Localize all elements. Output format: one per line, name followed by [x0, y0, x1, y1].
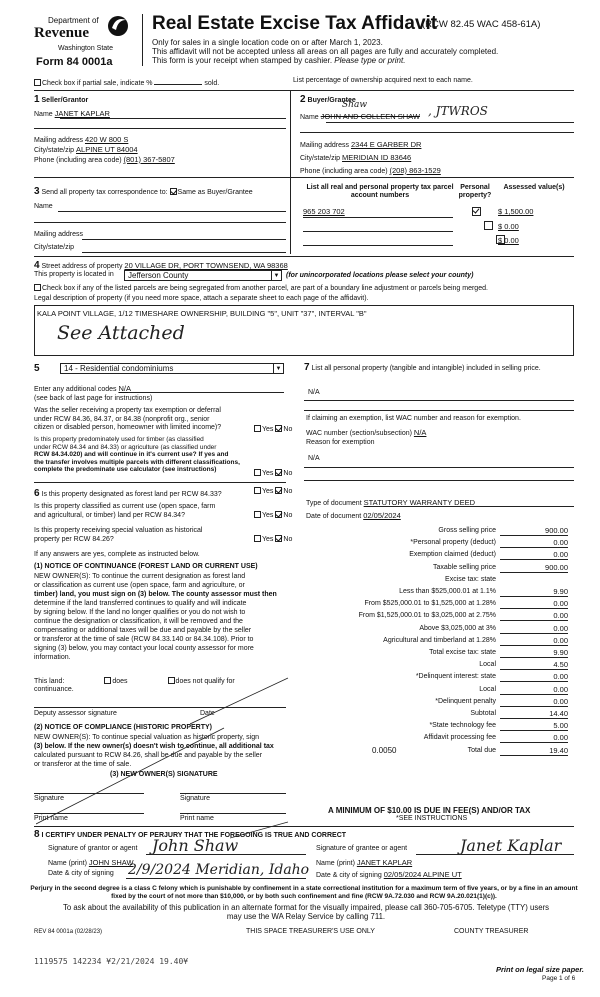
tax-line-label: Agricultural and timberland at 1.28%	[383, 636, 496, 644]
forest-yes-checkbox[interactable]	[254, 487, 261, 494]
parcel-header: List all real and personal property tax parcel account numbers	[306, 184, 454, 200]
deputy-signature-label: Deputy assessor signature	[34, 710, 117, 717]
tax-line-value[interactable]: 4.50	[500, 660, 568, 670]
personal-property-value: N/A	[308, 389, 320, 396]
tax-line-label: Taxable selling price	[432, 563, 496, 571]
tax-line-value[interactable]: 900.00	[500, 563, 568, 573]
partial-sold-label: sold.	[204, 80, 220, 87]
buyer-address-row	[300, 140, 421, 150]
q1-line1: Was the seller receiving a property tax exemption or deferral	[34, 407, 221, 414]
partial-label: Check box if partial sale, indicate %	[42, 80, 153, 87]
legal-description-box[interactable]	[34, 305, 574, 356]
corr-name-label: Name	[34, 203, 53, 210]
forest-question-text: Is this property designated as forest land per RCW 84.33?	[41, 491, 222, 498]
dept-line1: Department of	[48, 16, 99, 25]
historic-answer	[254, 535, 292, 544]
doc-type-label: Type of document	[306, 500, 362, 507]
grantee-date-label: Date & city of signing	[316, 872, 382, 879]
seller-phone-row	[34, 155, 175, 165]
q2-no-checkbox[interactable]	[275, 469, 282, 476]
yes-label: Yes	[262, 488, 274, 495]
local-rate: 0.0050	[372, 746, 397, 755]
q1-answer	[254, 425, 292, 434]
current-use-yes-checkbox[interactable]	[254, 511, 261, 518]
does-not-checkbox[interactable]	[168, 677, 175, 684]
buyer-phone-row	[300, 166, 441, 176]
tax-line-label: From $525,000.01 to $1,525,000 at 1.28%	[364, 600, 496, 608]
grantee-name[interactable]: JANET KAPLAR	[356, 858, 413, 867]
partial-sale-row	[34, 79, 219, 88]
tax-line-label: Subtotal	[470, 710, 496, 717]
tax-line-value[interactable]: 0.00	[500, 685, 568, 695]
grantor-sig-label: Signature of grantor or agent	[48, 845, 138, 852]
grantor-name[interactable]: JOHN SHAW	[88, 858, 134, 867]
buyer-heading: 2 Buyer/Grantee	[300, 94, 356, 105]
additional-codes[interactable]: N/A	[118, 384, 131, 393]
does-label: does	[112, 678, 128, 685]
tax-line-value[interactable]: 14.40	[500, 709, 568, 719]
tax-line-label: *Delinquent penalty	[435, 697, 496, 705]
notice-continuance-text	[34, 572, 277, 662]
grantee-name-row	[316, 858, 412, 868]
buyer-phone-label: Phone (including area code)	[300, 168, 388, 175]
subtitle-1: Only for sales in a single location code on or after March 1, 2023.	[152, 38, 383, 47]
current-use-answer	[254, 511, 292, 520]
seller-city[interactable]: ALPINE UT 84004	[76, 145, 138, 154]
n1-line: information.	[34, 654, 71, 662]
q2-line3: RCW 84.34.020) and will continue in it's current use? If yes and	[34, 451, 229, 459]
see-attached-handwritten: See Attached	[57, 322, 185, 344]
yes-label: Yes	[262, 512, 274, 519]
personal-property-label: 7 List all personal property (tangible and intangible) included in selling price.	[304, 362, 541, 373]
exemption-label: If claiming an exemption, list WAC number and reason for exemption.	[306, 415, 521, 422]
no-label: No	[283, 536, 293, 543]
historic-question	[34, 526, 202, 544]
buyer-name-label: Name	[300, 114, 319, 121]
doc-type[interactable]: STATUTORY WARRANTY DEED	[363, 498, 476, 507]
tax-line-value[interactable]: 0.00	[500, 550, 568, 560]
subtitle-2: This affidavit will not be accepted unless all areas on all pages are fully and accurately completed.	[152, 47, 499, 56]
tax-line-label: Total excise tax: state	[429, 649, 496, 656]
segregation-label: Check box if any of the listed parcels are being segregated from another parcel, are part of a boundary line adjustment or parcels being merged.	[42, 285, 488, 292]
buyer-address-label: Mailing address	[300, 142, 350, 149]
notice-continuance-heading: (1) NOTICE OF CONTINUANCE (FOREST LAND OR CURRENT USE)	[34, 563, 258, 570]
grantor-date-city[interactable]: 2/9/2024 Meridian, Idaho	[128, 862, 310, 878]
buyer-phone[interactable]: (208) 863-1529	[389, 166, 441, 175]
exemption-question	[34, 407, 221, 433]
wac-label: WAC number (section/subsection)	[306, 430, 412, 437]
print-legal-note: Print on legal size paper.	[496, 965, 584, 974]
wac-row	[306, 428, 426, 438]
tax-line-value[interactable]: 0.00	[500, 636, 568, 646]
county-select[interactable]	[124, 270, 282, 281]
street-address[interactable]: 20 VILLAGE DR, PORT TOWNSEND, WA 98368	[124, 261, 288, 270]
seller-city-label: City/state/zip	[34, 147, 75, 154]
seller-name[interactable]: JANET KAPLAR	[54, 109, 110, 118]
historic-no-checkbox[interactable]	[275, 535, 282, 542]
location-label: This property is located in	[34, 271, 114, 278]
n1-line: by signing below. If the land no longer qualifies or you do not wish to	[34, 609, 246, 617]
buyer-name-row	[300, 112, 420, 122]
grantee-date-row	[316, 870, 462, 880]
grantee-date-city[interactable]: 02/05/2024 ALPINE UT	[383, 870, 462, 879]
tax-line-value[interactable]: 0.00	[500, 599, 568, 609]
buyer-handwritten-jtwros: , JTWROS	[428, 104, 488, 118]
tax-line-value[interactable]: 9.90	[500, 587, 568, 597]
seller-city-row	[34, 145, 138, 155]
dept-line2: Revenue	[34, 25, 89, 41]
assessed-value-1[interactable]: $ 1,500.00	[498, 207, 534, 216]
tax-line-value[interactable]: 0.00	[500, 733, 568, 743]
chevron-down-icon[interactable]: ▼	[271, 271, 281, 281]
street-row: 4 Street address of property 20 VILLAGE DR, PORT TOWNSEND, WA 98368	[34, 260, 288, 271]
additional-codes-row	[34, 384, 131, 394]
q2-yes-checkbox[interactable]	[254, 469, 261, 476]
n1-line: or transferor at the time of sale (RCW 84.33.140 or 84.34.108). Prior to	[34, 636, 254, 644]
does-checkbox[interactable]	[104, 677, 111, 684]
subtitle-3b: Please type or print.	[334, 56, 406, 65]
buyer-handwritten-shaw: Shaw	[342, 100, 368, 110]
grantee-sig-label: Signature of grantee or agent	[316, 845, 408, 852]
tax-line-label: Above $3,025,000 at 3%	[419, 624, 496, 632]
corr-address-label: Mailing address	[34, 231, 84, 238]
tax-line-label: Local	[479, 661, 496, 669]
no-label: No	[283, 426, 293, 433]
does-not-label: does not qualify for	[175, 678, 235, 685]
land-use-value: 14 - Residential condominiums	[64, 364, 174, 373]
q2-line4: the transfer involves multiple parcels with different classifications,	[34, 458, 240, 466]
reason-label: Reason for exemption	[306, 439, 375, 446]
tax-line-value[interactable]: 5.00	[500, 721, 568, 731]
buyer-city-label: City/state/zip	[300, 155, 341, 162]
tax-line-value[interactable]: 900.00	[500, 526, 568, 536]
n1-line: NEW OWNER(S): To continue the current designation as forest land	[34, 573, 246, 580]
tax-line-label: *Personal property (deduct)	[410, 539, 496, 547]
notice-compliance-heading: (2) NOTICE OF COMPLIANCE (HISTORIC PROPERTY)	[34, 724, 212, 731]
n2-line: (3) below. If the new owner(s) doesn't wish to continue, all additional tax	[34, 743, 274, 750]
new-owner-signature-heading: (3) NEW OWNER(S) SIGNATURE	[110, 771, 218, 778]
q1-no-checkbox[interactable]	[275, 425, 282, 432]
strike-line-3	[230, 820, 290, 840]
forest-no-checkbox[interactable]	[275, 487, 282, 494]
q2-answer	[254, 469, 292, 478]
signature-label-1: Signature	[34, 795, 64, 802]
wac-number[interactable]: N/A	[413, 428, 427, 437]
tax-line-value[interactable]: 0.00	[500, 697, 568, 707]
grantor-date-label: Date & city of signing	[48, 870, 114, 877]
no-label: No	[283, 470, 293, 477]
seller-phone-label: Phone (including area code)	[34, 157, 122, 164]
print-name-label-1: Print name	[34, 815, 68, 822]
seller-address[interactable]: 420 W 800 S	[84, 135, 129, 144]
treasurer-space: THIS SPACE TREASURER'S USE ONLY	[246, 928, 375, 935]
buyer-name[interactable]: JOHN AND COLLEEN SHAW	[320, 112, 420, 121]
see-instructions: *SEE INSTRUCTIONS	[396, 815, 468, 822]
tax-line-label: *State technology fee	[429, 722, 496, 730]
n2-line: or transferor at the time of sale.	[34, 761, 132, 768]
q-cu-line2: and agricultural, or timber) land per RCW 84.34?	[34, 512, 185, 519]
tax-line-value[interactable]: 0.00	[500, 624, 568, 634]
tax-line-label: Local	[479, 685, 496, 693]
buyer-city[interactable]: MERIDIAN ID 83646	[342, 153, 412, 162]
section-5-number: 5	[34, 363, 40, 374]
grantee-signature[interactable]: Janet Kaplar	[460, 836, 562, 855]
form-title: Real Estate Excise Tax Affidavit	[152, 13, 438, 34]
current-use-question	[34, 502, 215, 520]
form-number: Form 84 0001a	[36, 56, 113, 68]
subtitle-3a: This form is your receipt when stamped by cashier.	[152, 56, 335, 65]
q-hist-line2: property per RCW 84.26?	[34, 536, 114, 543]
correspondence-row: 3 Send all property tax correspondence to: Same as Buyer/Grantee	[34, 186, 253, 197]
grantee-name-label: Name (print)	[316, 860, 355, 867]
personal-property-checkbox-1[interactable]	[472, 207, 481, 216]
this-land-label: This land:	[34, 678, 65, 685]
minimum-notice: A MINIMUM OF $10.00 IS DUE IN FEE(S) AND/OR TAX	[328, 806, 531, 815]
grantor-name-label: Name (print)	[48, 860, 87, 867]
same-as-buyer-label: Same as Buyer/Grantee	[177, 189, 253, 196]
segregation-row	[34, 284, 488, 293]
seller-address-row	[34, 135, 128, 145]
tax-line-label: Total due	[467, 746, 496, 754]
dept-line3: Washington State	[58, 45, 113, 52]
ownership-note: List percentage of ownership acquired next to each name.	[293, 77, 473, 84]
q2-line5: complete the predominate use calculator (see instructions)	[34, 466, 217, 474]
n1-line: continue the designation or classification, it will be removed and the	[34, 618, 243, 626]
legal-description: KALA POINT VILLAGE, 1/12 TIMESHARE OWNERSHIP, BUILDING "5", UNIT "37", INTERVAL "B"	[37, 309, 367, 318]
perjury-notice: Perjury in the second degree is a class C felony which is punishable by confinement in a state correctional institution for a maximum term of five years, or by a fine in an amount fixed by the court of not more than $10,000, or by both such confinement and fine (RCW 9A.72.030 and RCW 9A.20.021(1)(c)).	[30, 885, 578, 900]
grantor-signature[interactable]: John Shaw	[152, 836, 239, 855]
parcel-row	[303, 207, 345, 217]
tax-line-value[interactable]: 0.00	[500, 538, 568, 548]
doc-date-label: Date of document	[306, 513, 362, 520]
tax-line-label: Affidavit processing fee	[423, 734, 496, 742]
no-label: No	[283, 512, 293, 519]
parcel-number[interactable]: 965 203 702	[303, 207, 345, 216]
yes-label: Yes	[262, 470, 274, 477]
n1-line: determine if the land transferred continues to qualify and will indicate	[34, 600, 247, 608]
doc-date[interactable]: 02/05/2024	[363, 511, 401, 520]
segregation-checkbox[interactable]	[34, 284, 41, 291]
tax-line-value[interactable]: 0.00	[500, 611, 568, 621]
q2-line1: Is this property predominately used for timber (as classified	[34, 436, 204, 443]
correspondence-label: Send all property tax correspondence to:	[41, 189, 168, 196]
answers-note: If any answers are yes, complete as instructed below.	[34, 551, 200, 558]
page-number: Page 1 of 6	[542, 975, 576, 982]
tax-line-label: *Delinquent interest: state	[415, 673, 496, 681]
current-use-no-checkbox[interactable]	[275, 511, 282, 518]
forest-question: 6 Is this property designated as forest land per RCW 84.33?	[34, 488, 222, 499]
same-as-buyer-checkbox[interactable]	[170, 188, 177, 195]
seller-heading: 1 Seller/Grantor	[34, 94, 89, 105]
tax-line-label: From $1,525,000.01 to $3,025,000 at 2.75%	[358, 612, 496, 620]
county-treasurer: COUNTY TREASURER	[454, 928, 529, 935]
historic-yes-checkbox[interactable]	[254, 535, 261, 542]
reason-value: N/A	[308, 455, 320, 462]
county-value: Jefferson County	[128, 271, 189, 280]
tax-line-value[interactable]: 9.90	[500, 648, 568, 658]
alt-format-notice: To ask about the availability of this publication in an alternate format for the visually impaired, please call 360-705-6705. Teletype (TTY) users may use the WA Relay Service by calling 711.	[62, 903, 550, 921]
q1-line2: under RCW 84.36, 84.37, or 84.38 (nonprofit org., senior	[34, 415, 210, 423]
q-hist-line1: Is this property receiving special valuation as historical	[34, 527, 203, 534]
location-note: (for unincorporated locations please select your county)	[286, 272, 474, 279]
yes-label: Yes	[262, 426, 274, 433]
chevron-down-icon[interactable]: ▼	[273, 364, 283, 374]
dor-logo	[34, 10, 134, 68]
q2-line2: under RCW 84.34 and 84.33) or agriculture (as classified under	[34, 443, 217, 451]
subtitle-3	[152, 56, 405, 66]
land-use-select[interactable]	[60, 363, 284, 374]
corr-city-label: City/state/zip	[34, 244, 75, 251]
additional-codes-label: Enter any additional codes	[34, 386, 117, 393]
assessed-header: Assessed value(s)	[503, 184, 565, 191]
strike-line	[190, 676, 290, 726]
n1-line: compensating or additional taxes will be due and payable by the seller	[34, 627, 252, 635]
signature-label-2: Signature	[180, 795, 210, 802]
street-label: Street address of property	[41, 263, 123, 270]
tax-line-value[interactable]: 19.40	[500, 746, 568, 756]
additional-codes-note: (see back of last page for instructions)	[34, 395, 153, 402]
revision: REV 84 0001a (02/28/23)	[34, 929, 103, 935]
print-name-label-2: Print name	[180, 815, 214, 822]
q-cu-line1: Is this property classified as current use (open space, farm	[34, 503, 216, 510]
tax-line-label: Gross selling price	[438, 527, 496, 534]
tax-line-label: Exemption claimed (deduct)	[409, 551, 496, 559]
personal-property-checkbox-2[interactable]	[484, 221, 493, 230]
forest-answer	[254, 487, 292, 496]
n1-line: signing (3) below, you may contact your local county assessor for more	[34, 645, 254, 653]
legal-desc-label: Legal description of property (if you need more space, attach a separate sheet to each page of the affidavit).	[34, 295, 369, 302]
doc-date-row	[306, 511, 401, 521]
yes-label: Yes	[262, 536, 274, 543]
assessed-value-3[interactable]: $ 0.00	[498, 236, 519, 245]
timber-question	[34, 436, 240, 474]
n1-line: timber) land, you must sign on (3) below. The county assessor must then	[34, 591, 277, 599]
n1-line: or classification as current use (open space, farm and agriculture, or	[34, 582, 245, 590]
deputy-date-label: Date	[200, 710, 215, 717]
grantor-name-row	[48, 858, 134, 868]
buyer-city-row	[300, 153, 411, 163]
tax-line-value[interactable]: 0.00	[500, 672, 568, 682]
partial-sale-checkbox[interactable]	[34, 79, 41, 86]
n2-line: NEW OWNER(S): To continue special valuation as historic property, sign	[34, 734, 259, 741]
q1-line3: citizen or disabled person, homeowner with limited income)?	[34, 424, 222, 431]
certify-heading: 8 I CERTIFY UNDER PENALTY OF PERJURY THAT THE FOREGOING IS TRUE AND CORRECT	[34, 829, 347, 840]
seller-phone[interactable]: (801) 367-5807	[123, 155, 175, 164]
seller-address-label: Mailing address	[34, 137, 84, 144]
n2-line: calculated pursuant to RCW 84.26, shall be due and payable by the seller	[34, 752, 263, 759]
buyer-address[interactable]: 2344 E GARBER DR	[350, 140, 422, 149]
tax-line-label: Excise tax: state	[445, 575, 496, 583]
q1-yes-checkbox[interactable]	[254, 425, 261, 432]
no-label: No	[283, 488, 293, 495]
cashier-stamp: 1119575 142234 ¥2/21/2024 19.40¥	[34, 957, 189, 966]
personal-header: Personal property?	[458, 184, 492, 200]
dor-swirl-icon	[106, 12, 130, 40]
form-title-ref: (RCW 82.45 WAC 458-61A)	[422, 19, 541, 30]
partial-percent-field[interactable]	[154, 84, 202, 85]
tax-line-label: Less than $525,000.01 at 1.1%	[399, 588, 496, 595]
continuance-label: continuance.	[34, 686, 74, 693]
assessed-value-2[interactable]: $ 0.00	[498, 222, 519, 231]
seller-name-label: Name	[34, 111, 53, 118]
